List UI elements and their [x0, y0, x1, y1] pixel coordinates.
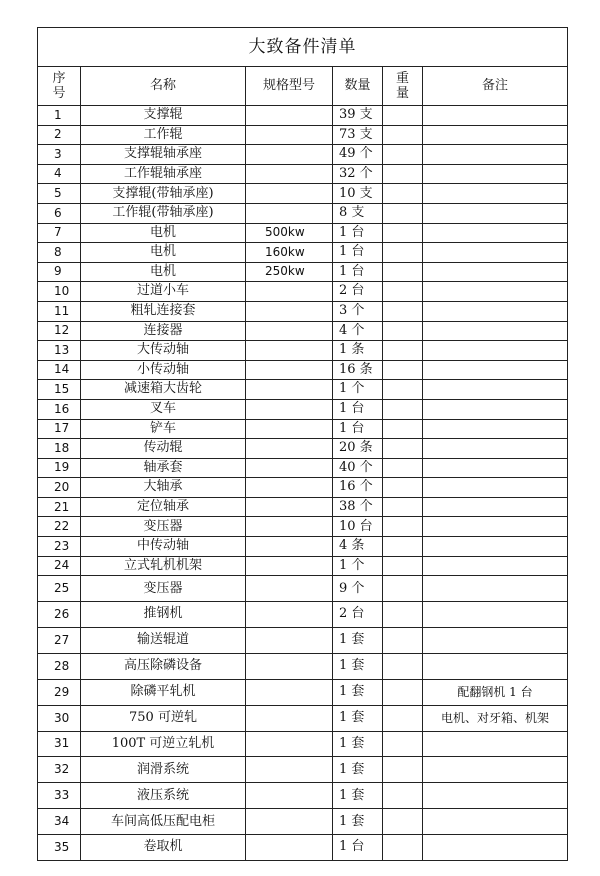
- cell-qty: 16 条: [333, 360, 383, 380]
- parts-table: [37, 27, 568, 861]
- cell-note: 电机、对牙箱、机架: [423, 705, 568, 731]
- table-row: [38, 679, 568, 705]
- cell-name: 除磷平轧机: [81, 679, 246, 705]
- cell-spec: [246, 556, 333, 576]
- table-row: [38, 731, 568, 757]
- cell-weight: [383, 301, 423, 321]
- cell-name: 大传动轴: [81, 341, 246, 361]
- cell-qty: 1 台: [333, 223, 383, 243]
- cell-weight: [383, 341, 423, 361]
- cell-qty: 73 支: [333, 125, 383, 145]
- cell-name: 电机: [81, 262, 246, 282]
- cell-weight: [383, 537, 423, 557]
- cell-seq: 33: [38, 783, 81, 809]
- cell-note: [423, 184, 568, 204]
- cell-spec: [246, 203, 333, 223]
- cell-seq: 1: [38, 106, 81, 126]
- cell-weight: [383, 164, 423, 184]
- cell-note: [423, 731, 568, 757]
- cell-qty: 1 套: [333, 757, 383, 783]
- cell-weight: [383, 360, 423, 380]
- cell-weight: [383, 223, 423, 243]
- table-row: [38, 458, 568, 478]
- cell-name: 叉车: [81, 399, 246, 419]
- table-row: [38, 184, 568, 204]
- cell-spec: [246, 576, 333, 602]
- cell-note: [423, 125, 568, 145]
- cell-note: [423, 439, 568, 459]
- cell-name: 中传动轴: [81, 537, 246, 557]
- cell-spec: [246, 835, 333, 861]
- cell-seq: 15: [38, 380, 81, 400]
- cell-seq: 10: [38, 282, 81, 302]
- cell-weight: [383, 628, 423, 654]
- cell-seq: 26: [38, 602, 81, 628]
- cell-seq: 29: [38, 679, 81, 705]
- cell-name: 电机: [81, 243, 246, 263]
- cell-spec: [246, 145, 333, 165]
- cell-weight: [383, 497, 423, 517]
- table-row: [38, 602, 568, 628]
- cell-note: [423, 106, 568, 126]
- header-seq: [38, 67, 81, 106]
- table-row: [38, 576, 568, 602]
- cell-name: 变压器: [81, 576, 246, 602]
- table-row: [38, 783, 568, 809]
- cell-qty: 39 支: [333, 106, 383, 126]
- cell-weight: [383, 757, 423, 783]
- cell-name: 高压除磷设备: [81, 653, 246, 679]
- cell-name: 铲车: [81, 419, 246, 439]
- table-row: [38, 341, 568, 361]
- cell-spec: [246, 341, 333, 361]
- cell-spec: [246, 125, 333, 145]
- table-row: [38, 705, 568, 731]
- cell-seq: 14: [38, 360, 81, 380]
- cell-seq: 7: [38, 223, 81, 243]
- cell-weight: [383, 184, 423, 204]
- cell-seq: 3: [38, 145, 81, 165]
- table-row: [38, 125, 568, 145]
- cell-seq: 24: [38, 556, 81, 576]
- cell-note: [423, 458, 568, 478]
- cell-seq: 31: [38, 731, 81, 757]
- table-body: [38, 106, 568, 861]
- cell-qty: 1 个: [333, 556, 383, 576]
- cell-qty: 9 个: [333, 576, 383, 602]
- cell-note: 配翻钢机 1 台: [423, 679, 568, 705]
- cell-note: [423, 341, 568, 361]
- cell-note: [423, 360, 568, 380]
- cell-weight: [383, 783, 423, 809]
- cell-name: 变压器: [81, 517, 246, 537]
- header-qty: 数量: [333, 67, 383, 106]
- cell-seq: 21: [38, 497, 81, 517]
- cell-note: [423, 380, 568, 400]
- cell-note: [423, 517, 568, 537]
- cell-seq: 6: [38, 203, 81, 223]
- cell-qty: 1 套: [333, 809, 383, 835]
- table-row: [38, 517, 568, 537]
- cell-seq: 32: [38, 757, 81, 783]
- cell-note: [423, 262, 568, 282]
- cell-name: 卷取机: [81, 835, 246, 861]
- table-row: [38, 399, 568, 419]
- cell-seq: 35: [38, 835, 81, 861]
- cell-qty: 40 个: [333, 458, 383, 478]
- cell-weight: [383, 439, 423, 459]
- cell-name: 750 可逆轧: [81, 705, 246, 731]
- cell-weight: [383, 705, 423, 731]
- cell-spec: [246, 757, 333, 783]
- cell-qty: 2 台: [333, 602, 383, 628]
- cell-qty: 49 个: [333, 145, 383, 165]
- table-row: [38, 809, 568, 835]
- cell-qty: 20 条: [333, 439, 383, 459]
- cell-qty: 16 个: [333, 478, 383, 498]
- cell-qty: 4 个: [333, 321, 383, 341]
- cell-name: 液压系统: [81, 783, 246, 809]
- cell-note: [423, 301, 568, 321]
- cell-name: 轴承套: [81, 458, 246, 478]
- table-row: [38, 757, 568, 783]
- cell-weight: [383, 399, 423, 419]
- cell-note: [423, 576, 568, 602]
- table-row: [38, 439, 568, 459]
- cell-spec: 250kw: [246, 262, 333, 282]
- cell-seq: 16: [38, 399, 81, 419]
- table-row: [38, 262, 568, 282]
- cell-spec: 500kw: [246, 223, 333, 243]
- cell-note: [423, 321, 568, 341]
- cell-spec: [246, 282, 333, 302]
- cell-qty: 1 套: [333, 705, 383, 731]
- header-note: 备注: [423, 67, 568, 106]
- cell-seq: 25: [38, 576, 81, 602]
- cell-note: [423, 164, 568, 184]
- cell-name: 定位轴承: [81, 497, 246, 517]
- cell-name: 支撑辊(带轴承座): [81, 184, 246, 204]
- cell-qty: 1 条: [333, 341, 383, 361]
- cell-weight: [383, 556, 423, 576]
- cell-qty: 1 套: [333, 679, 383, 705]
- cell-seq: 23: [38, 537, 81, 557]
- cell-seq: 22: [38, 517, 81, 537]
- cell-qty: 2 台: [333, 282, 383, 302]
- cell-spec: [246, 399, 333, 419]
- cell-name: 推钢机: [81, 602, 246, 628]
- cell-spec: 160kw: [246, 243, 333, 263]
- cell-spec: [246, 439, 333, 459]
- table-row: [38, 556, 568, 576]
- cell-spec: [246, 783, 333, 809]
- table-row: [38, 106, 568, 126]
- cell-name: 支撑辊: [81, 106, 246, 126]
- table-row: [38, 321, 568, 341]
- cell-note: [423, 537, 568, 557]
- cell-weight: [383, 517, 423, 537]
- cell-spec: [246, 602, 333, 628]
- cell-qty: 1 套: [333, 731, 383, 757]
- cell-seq: 20: [38, 478, 81, 498]
- cell-name: 支撑辊轴承座: [81, 145, 246, 165]
- cell-spec: [246, 106, 333, 126]
- cell-weight: [383, 282, 423, 302]
- table-row: [38, 835, 568, 861]
- cell-note: [423, 497, 568, 517]
- cell-name: 大轴承: [81, 478, 246, 498]
- cell-spec: [246, 809, 333, 835]
- cell-note: [423, 783, 568, 809]
- cell-seq: 19: [38, 458, 81, 478]
- cell-weight: [383, 576, 423, 602]
- cell-qty: 10 台: [333, 517, 383, 537]
- cell-spec: [246, 321, 333, 341]
- cell-name: 润滑系统: [81, 757, 246, 783]
- cell-spec: [246, 628, 333, 654]
- cell-spec: [246, 419, 333, 439]
- cell-qty: 10 支: [333, 184, 383, 204]
- cell-spec: [246, 653, 333, 679]
- table-row: [38, 419, 568, 439]
- cell-seq: 18: [38, 439, 81, 459]
- cell-weight: [383, 203, 423, 223]
- cell-seq: 27: [38, 628, 81, 654]
- cell-weight: [383, 321, 423, 341]
- cell-note: [423, 628, 568, 654]
- cell-name: 粗轧连接套: [81, 301, 246, 321]
- table-row: [38, 478, 568, 498]
- cell-spec: [246, 497, 333, 517]
- header-row: [38, 67, 568, 106]
- cell-spec: [246, 184, 333, 204]
- cell-note: [423, 282, 568, 302]
- cell-name: 减速箱大齿轮: [81, 380, 246, 400]
- header-weight-line1: 重: [395, 71, 409, 86]
- cell-weight: [383, 679, 423, 705]
- cell-note: [423, 203, 568, 223]
- cell-weight: [383, 809, 423, 835]
- cell-weight: [383, 653, 423, 679]
- table-row: [38, 243, 568, 263]
- cell-note: [423, 653, 568, 679]
- header-seq-line1: 序: [52, 71, 66, 86]
- cell-name: 车间高低压配电柜: [81, 809, 246, 835]
- cell-spec: [246, 731, 333, 757]
- cell-weight: [383, 380, 423, 400]
- cell-weight: [383, 602, 423, 628]
- cell-seq: 13: [38, 341, 81, 361]
- cell-seq: 4: [38, 164, 81, 184]
- header-weight: [383, 67, 423, 106]
- header-name: 名称: [81, 67, 246, 106]
- cell-weight: [383, 835, 423, 861]
- cell-note: [423, 243, 568, 263]
- table-row: [38, 537, 568, 557]
- cell-spec: [246, 301, 333, 321]
- table-row: [38, 203, 568, 223]
- cell-seq: 30: [38, 705, 81, 731]
- cell-note: [423, 478, 568, 498]
- cell-name: 工作辊: [81, 125, 246, 145]
- cell-spec: [246, 164, 333, 184]
- table-row: [38, 497, 568, 517]
- cell-name: 传动辊: [81, 439, 246, 459]
- cell-seq: 12: [38, 321, 81, 341]
- cell-qty: 1 台: [333, 262, 383, 282]
- cell-weight: [383, 478, 423, 498]
- parts-list-sheet: [37, 27, 567, 861]
- table-row: [38, 380, 568, 400]
- cell-name: 100T 可逆立轧机: [81, 731, 246, 757]
- cell-seq: 5: [38, 184, 81, 204]
- cell-name: 工作辊(带轴承座): [81, 203, 246, 223]
- cell-qty: 32 个: [333, 164, 383, 184]
- cell-spec: [246, 478, 333, 498]
- cell-spec: [246, 517, 333, 537]
- table-title: 大致备件清单: [37, 27, 568, 66]
- cell-spec: [246, 537, 333, 557]
- table-row: [38, 145, 568, 165]
- cell-note: [423, 419, 568, 439]
- cell-note: [423, 835, 568, 861]
- cell-weight: [383, 458, 423, 478]
- cell-spec: [246, 679, 333, 705]
- cell-name: 立式轧机机架: [81, 556, 246, 576]
- cell-note: [423, 757, 568, 783]
- cell-note: [423, 602, 568, 628]
- cell-qty: 1 套: [333, 653, 383, 679]
- header-spec: 规格型号: [246, 67, 333, 106]
- cell-weight: [383, 731, 423, 757]
- header-weight-line2: 量: [395, 86, 409, 101]
- cell-qty: 1 台: [333, 835, 383, 861]
- cell-weight: [383, 243, 423, 263]
- table-row: [38, 653, 568, 679]
- table-row: [38, 301, 568, 321]
- cell-name: 小传动轴: [81, 360, 246, 380]
- cell-note: [423, 809, 568, 835]
- table-row: [38, 628, 568, 654]
- cell-qty: 1 台: [333, 399, 383, 419]
- cell-name: 工作辊轴承座: [81, 164, 246, 184]
- cell-seq: 9: [38, 262, 81, 282]
- cell-qty: 4 条: [333, 537, 383, 557]
- cell-weight: [383, 419, 423, 439]
- cell-note: [423, 399, 568, 419]
- cell-seq: 17: [38, 419, 81, 439]
- cell-seq: 2: [38, 125, 81, 145]
- cell-qty: 1 套: [333, 628, 383, 654]
- cell-qty: 1 个: [333, 380, 383, 400]
- cell-seq: 34: [38, 809, 81, 835]
- header-seq-line2: 号: [52, 86, 66, 101]
- cell-spec: [246, 380, 333, 400]
- cell-qty: 3 个: [333, 301, 383, 321]
- cell-qty: 8 支: [333, 203, 383, 223]
- cell-seq: 28: [38, 653, 81, 679]
- cell-seq: 11: [38, 301, 81, 321]
- cell-seq: 8: [38, 243, 81, 263]
- cell-name: 过道小车: [81, 282, 246, 302]
- table-row: [38, 360, 568, 380]
- cell-name: 电机: [81, 223, 246, 243]
- cell-note: [423, 223, 568, 243]
- cell-weight: [383, 125, 423, 145]
- cell-weight: [383, 145, 423, 165]
- cell-qty: 1 台: [333, 243, 383, 263]
- cell-spec: [246, 705, 333, 731]
- cell-weight: [383, 262, 423, 282]
- table-row: [38, 164, 568, 184]
- cell-qty: 1 套: [333, 783, 383, 809]
- cell-spec: [246, 458, 333, 478]
- cell-note: [423, 145, 568, 165]
- cell-note: [423, 556, 568, 576]
- cell-qty: 38 个: [333, 497, 383, 517]
- cell-name: 输送辊道: [81, 628, 246, 654]
- table-row: [38, 223, 568, 243]
- table-row: [38, 282, 568, 302]
- cell-spec: [246, 360, 333, 380]
- cell-qty: 1 台: [333, 419, 383, 439]
- cell-name: 连接器: [81, 321, 246, 341]
- cell-weight: [383, 106, 423, 126]
